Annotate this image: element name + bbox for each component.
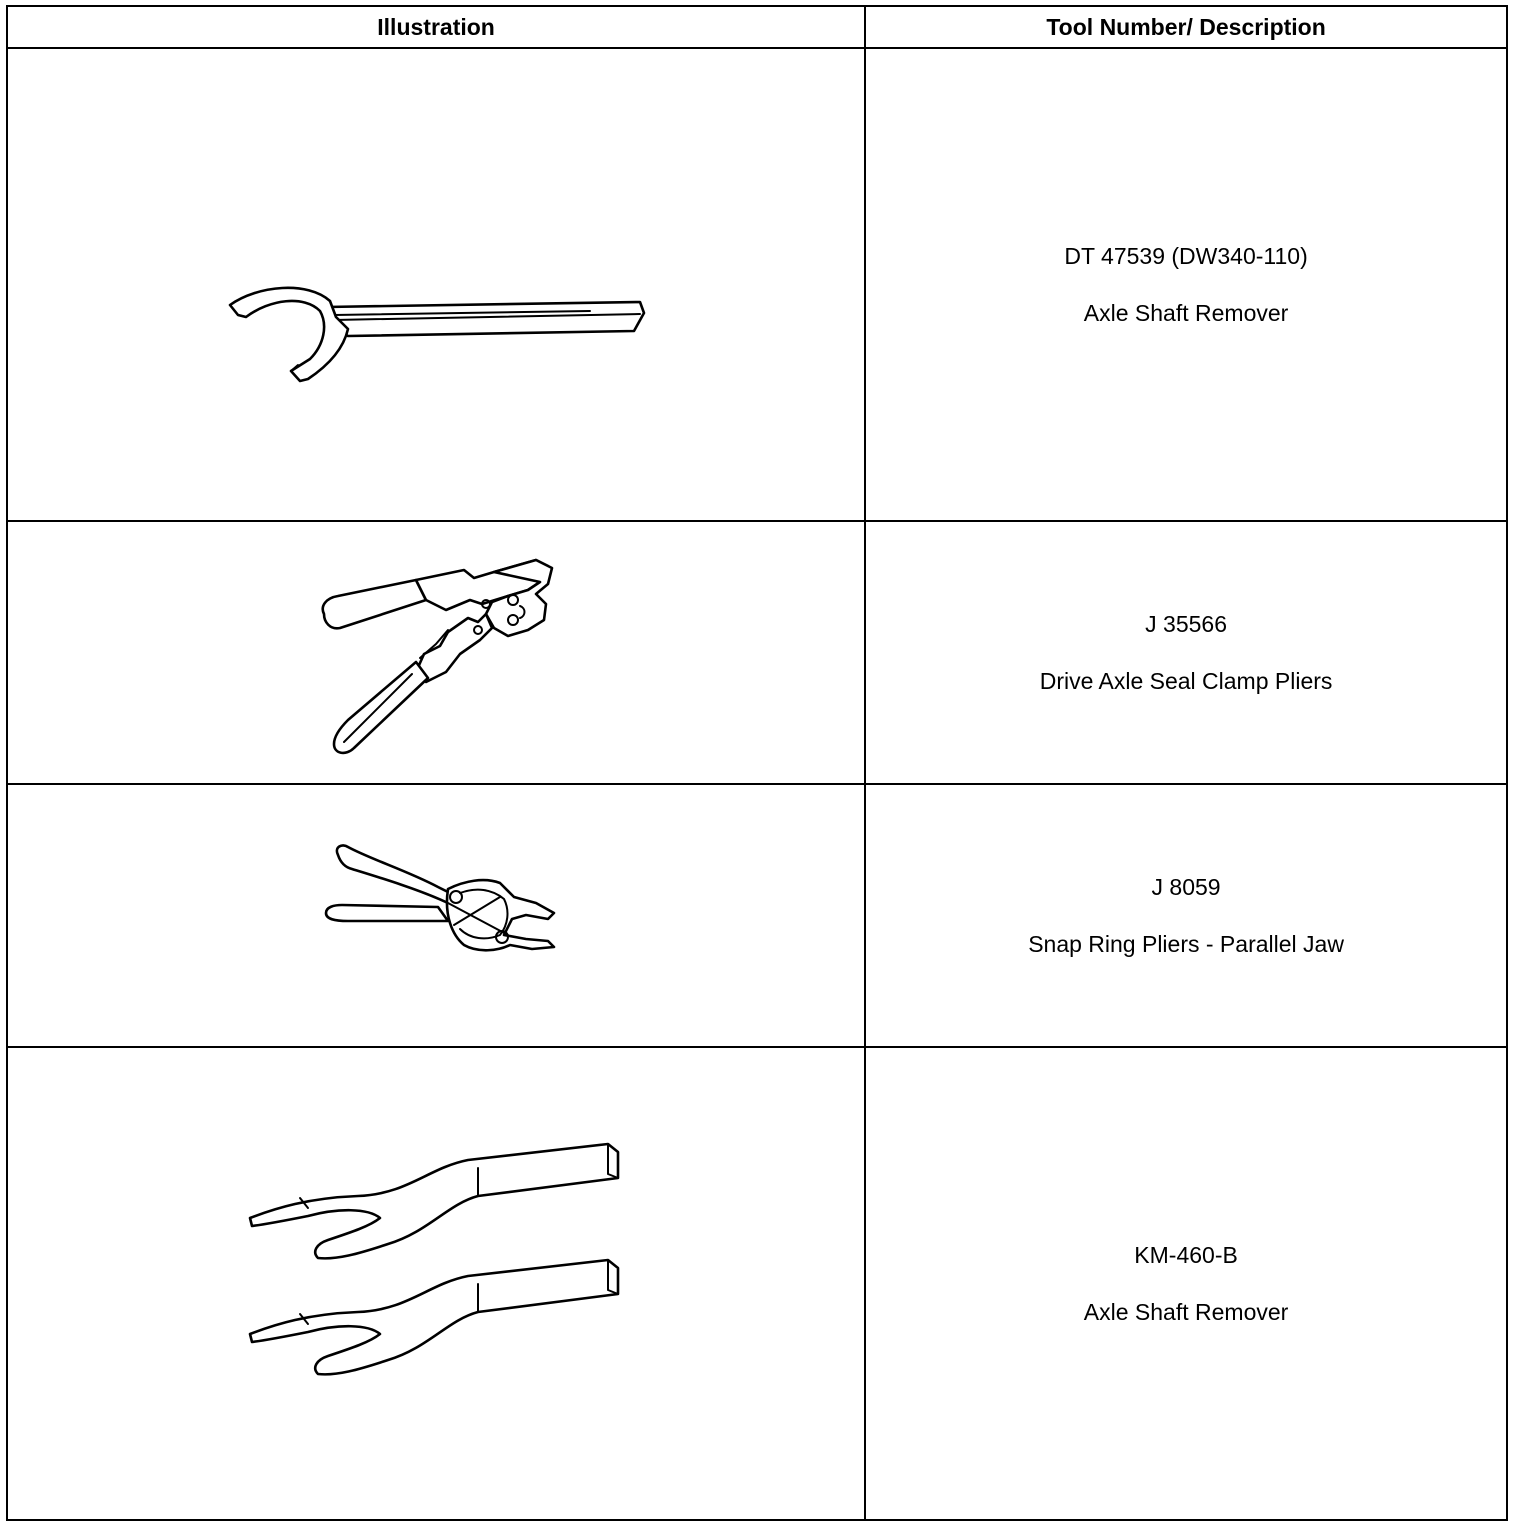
clamp-pliers-icon: [8, 522, 865, 783]
description-cell: [865, 48, 1507, 521]
fork-remover-icon: [8, 1048, 865, 1519]
tool-table: [6, 5, 1508, 1521]
illustration-cell: [7, 1047, 865, 1520]
tool-description: Axle Shaft Remover: [1083, 299, 1289, 326]
tool-number: J 35566: [1145, 610, 1227, 637]
header-row: [7, 6, 1507, 48]
tool-number: J 8059: [1151, 873, 1221, 900]
illustration-cell: [7, 784, 865, 1047]
table-row: [7, 521, 1507, 784]
tool-description: Drive Axle Seal Clamp Pliers: [1039, 667, 1333, 694]
tool-description: Snap Ring Pliers - Parallel Jaw: [1028, 930, 1344, 957]
table-row: [7, 48, 1507, 521]
tool-number: KM-460-B: [1134, 1241, 1238, 1268]
description-cell: [865, 1047, 1507, 1520]
header-description: Tool Number/ Description: [865, 6, 1507, 48]
illustration-cell: [7, 521, 865, 784]
table-row: [7, 1047, 1507, 1520]
snap-ring-pliers-icon: [8, 785, 865, 1046]
spanner-wrench-icon: [8, 49, 865, 520]
table-row: [7, 784, 1507, 1047]
tool-number: DT 47539 (DW340-110): [1064, 242, 1308, 269]
header-illustration: Illustration: [7, 6, 865, 48]
description-cell: [865, 521, 1507, 784]
description-cell: [865, 784, 1507, 1047]
illustration-cell: [7, 48, 865, 521]
tool-description: Axle Shaft Remover: [1083, 1298, 1289, 1325]
